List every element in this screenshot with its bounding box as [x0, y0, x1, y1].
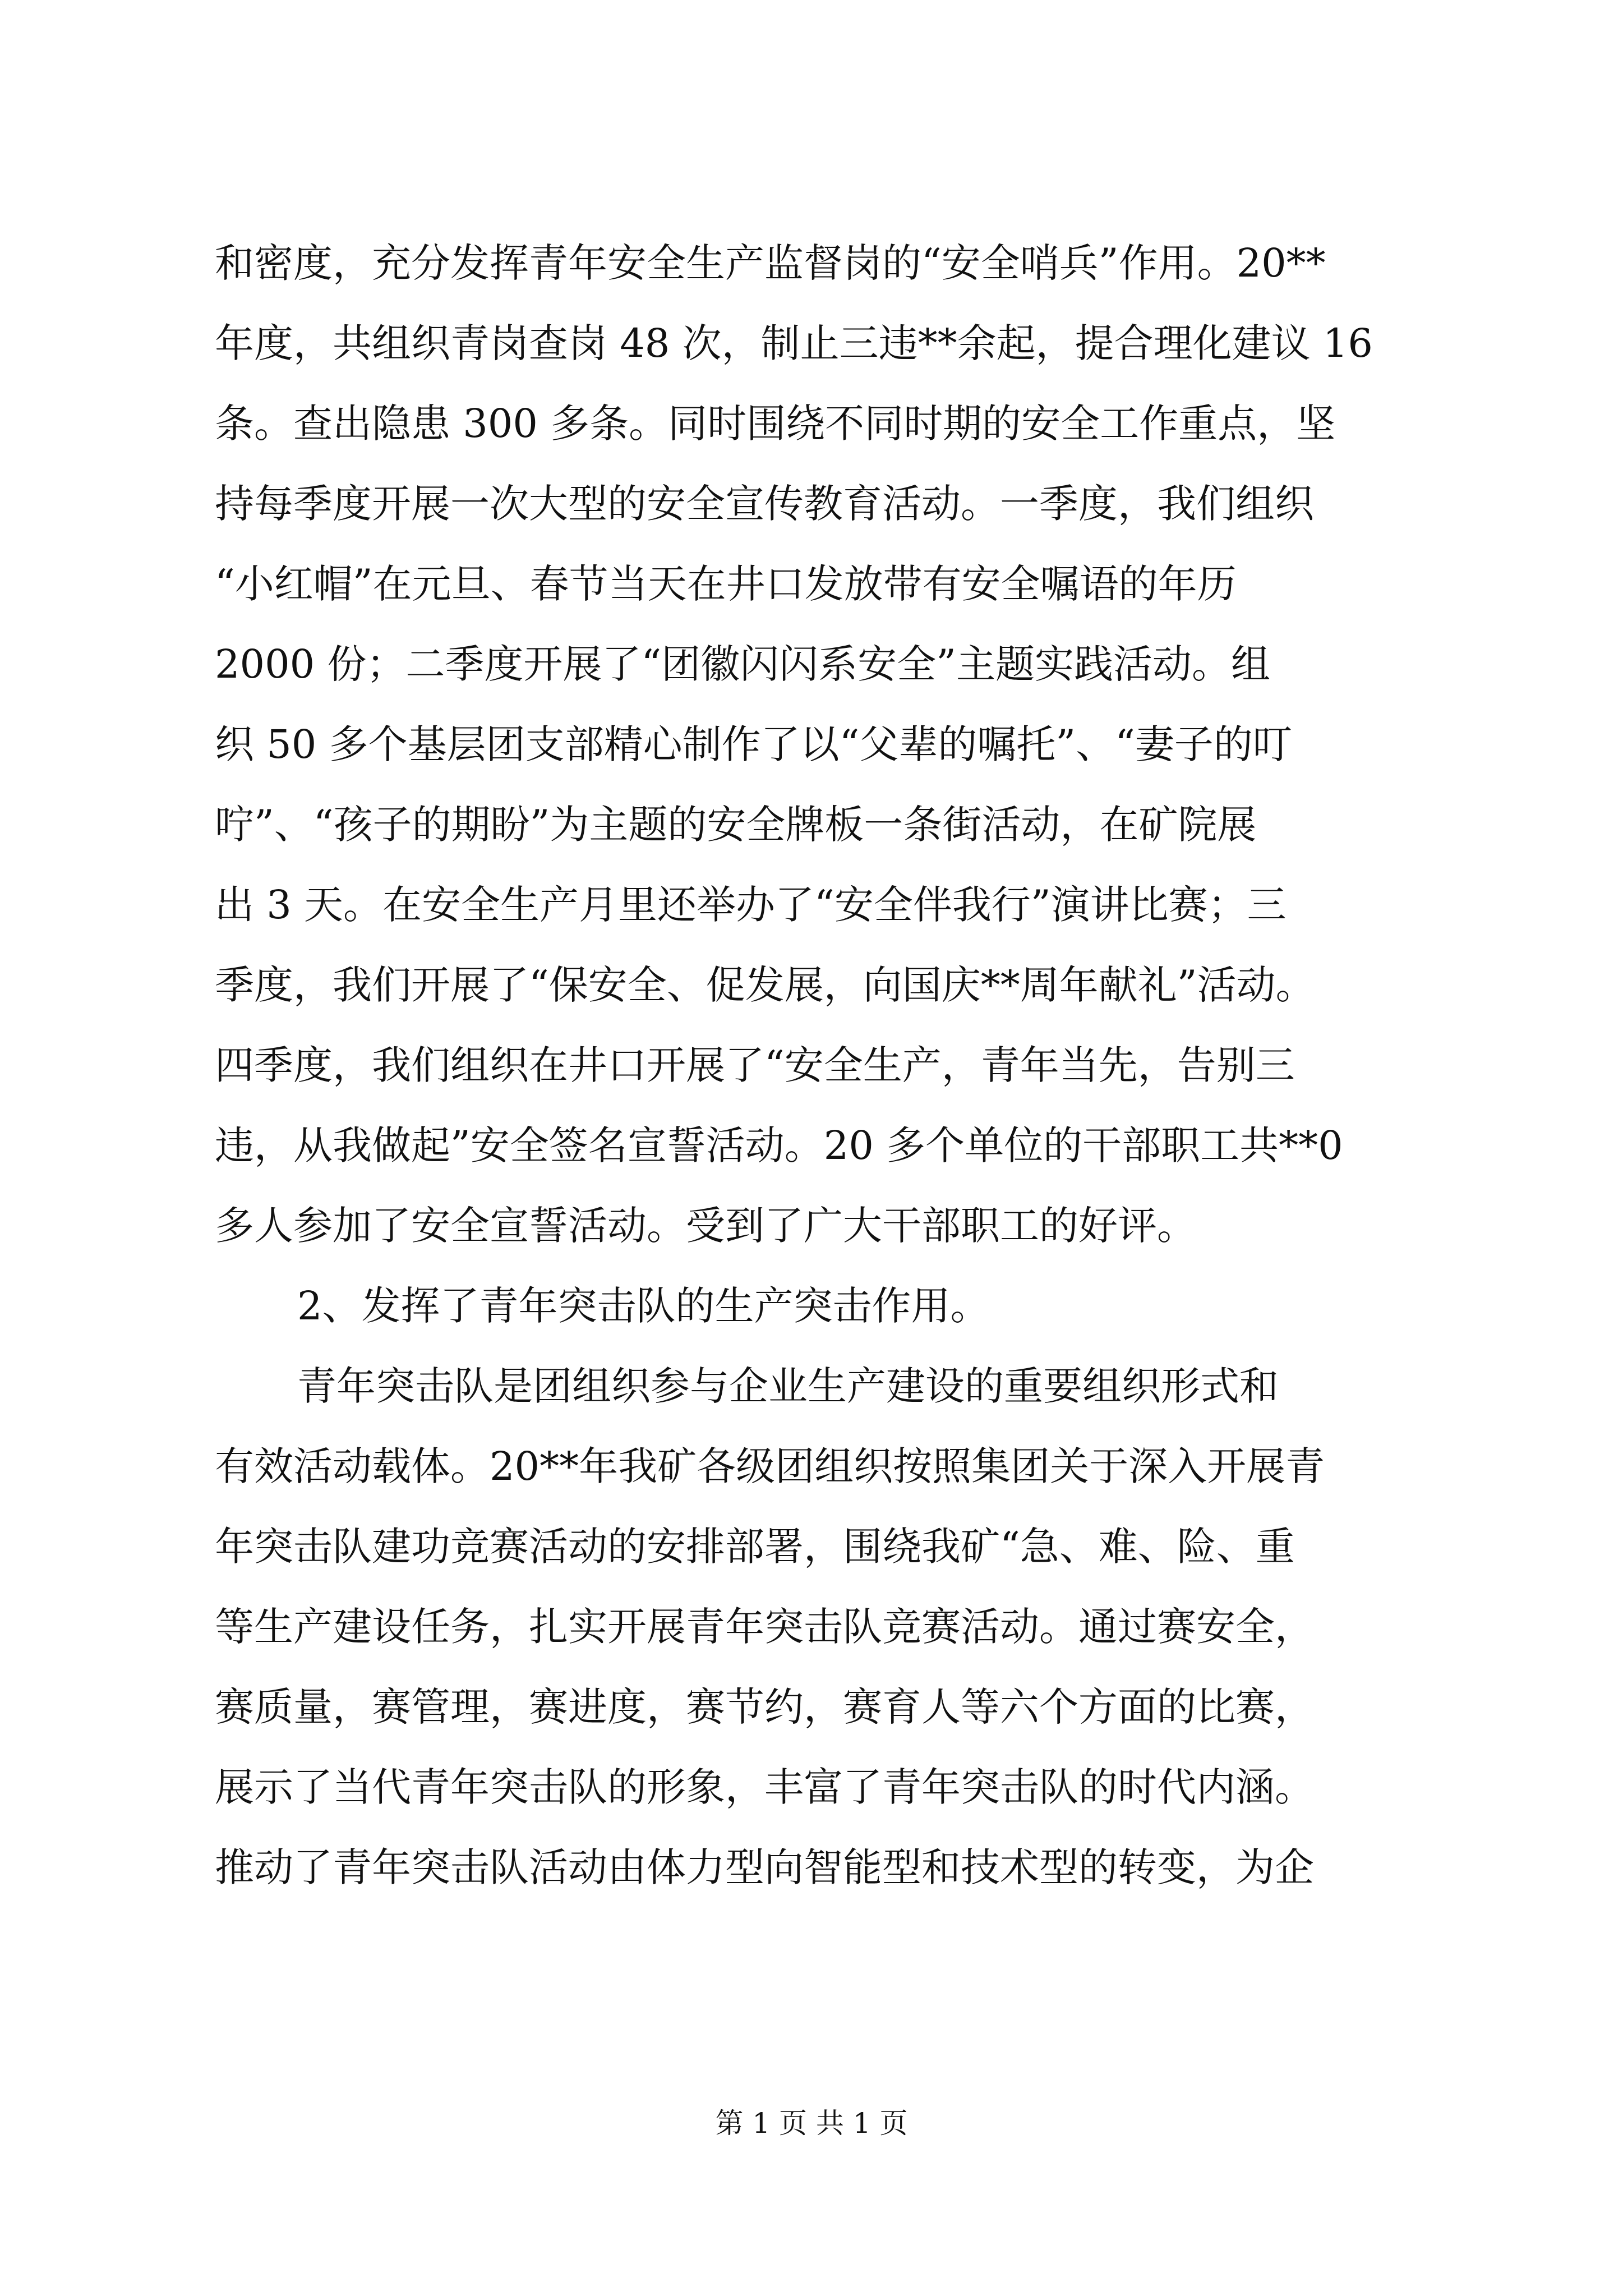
body-text-line: 四季度，我们组织在井口开展了“安全生产，青年当先，告别三: [215, 1042, 1295, 1088]
body-text-line: 持每季度开展一次大型的安全宣传教育活动。一季度，我们组织: [215, 481, 1314, 527]
body-text-line: 有效活动载体。20**年我矿各级团组织按照集团关于深入开展青: [215, 1443, 1325, 1489]
body-text-line: 赛质量，赛管理，赛进度，赛节约，赛育人等六个方面的比赛，: [215, 1684, 1314, 1730]
body-text-line: 等生产建设任务，扎实开展青年突击队竞赛活动。通过赛安全，: [215, 1604, 1314, 1650]
body-text-line: 多人参加了安全宣誓活动。受到了广大干部职工的好评。: [215, 1203, 1196, 1249]
body-text-line: 季度，我们开展了“保安全、促发展，向国庆**周年献礼”活动。: [215, 962, 1315, 1008]
body-text-line: 2000 份；二季度开展了“团徽闪闪系安全”主题实践活动。组: [215, 641, 1270, 687]
body-text-line: 青年突击队是团组织参与企业生产建设的重要组织形式和: [297, 1363, 1279, 1409]
body-text-line: 和密度，充分发挥青年安全生产监督岗的“安全哨兵”作用。20**: [215, 240, 1326, 286]
body-text-line: 织 50 多个基层团支部精心制作了以“父辈的嘱托”、“妻子的叮: [215, 721, 1292, 767]
body-text-line: 推动了青年突击队活动由体力型向智能型和技术型的转变，为企: [215, 1844, 1314, 1890]
body-text-line: 出 3 天。在安全生产月里还举办了“安全伴我行”演讲比赛；三: [215, 882, 1287, 928]
body-text-line: 年突击队建功竞赛活动的安排部署，围绕我矿“急、难、险、重: [215, 1524, 1295, 1570]
body-text-line: 展示了当代青年突击队的形象，丰富了青年突击队的时代内涵。: [215, 1764, 1314, 1810]
body-text-line: 条。查出隐患 300 多条。同时围绕不同时期的安全工作重点，坚: [215, 401, 1336, 447]
body-text-line: 违，从我做起”安全签名宣誓活动。20 多个单位的干部职工共**0: [215, 1122, 1343, 1168]
page-footer: 第 1 页 共 1 页: [715, 2107, 908, 2139]
body-text-line: “小红帽”在元旦、春节当天在井口发放带有安全嘱语的年历: [215, 561, 1237, 607]
body-text-line: 咛”、“孩子的期盼”为主题的安全牌板一条街活动，在矿院展: [215, 802, 1257, 848]
body-text-line: 年度，共组织青岗查岗 48 次，制止三违**余起，提合理化建议 16: [215, 320, 1373, 366]
section-heading: 2、发挥了青年突击队的生产突击作用。: [297, 1283, 990, 1329]
